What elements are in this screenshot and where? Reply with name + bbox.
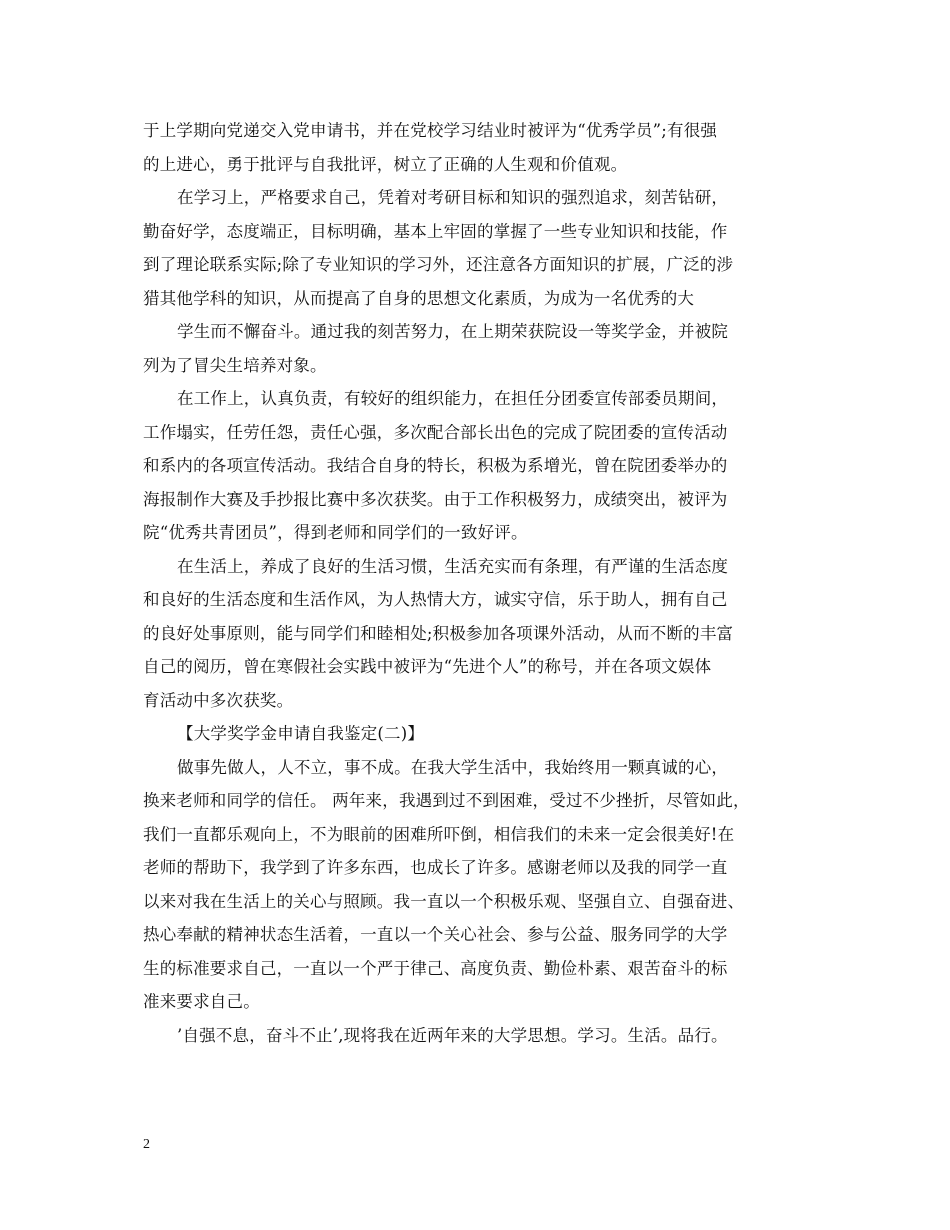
text-line: 在生活上，养成了良好的生活习惯，生活充实而有条理，有严谨的生活态度 (177, 556, 729, 576)
text-line: 的上进心，勇于批评与自我批评，树立了正确的人生观和价值观。 (143, 154, 628, 174)
text-line: 在工作上，认真负责，有较好的组织能力，在担任分团委宣传部委员期间， (177, 389, 729, 408)
text-line: 列为了冒尖生培养对象。 (143, 355, 327, 375)
text-line: 和系内的各项宣传活动。我结合自身的特长，积极为系增光，曾在院团委举办的 (143, 456, 728, 475)
text-line: 于上学期向党递交入党申请书，并在党校学习结业时被评为“优秀学员”;有很强 (143, 121, 718, 140)
text-line: 【大学奖学金申请自我鉴定(二)】 (177, 724, 425, 743)
text-line: 老师的帮助下，我学到了许多东西，也成长了许多。感谢老师以及我的同学一直 (143, 858, 728, 877)
text-line: 做事先做人，人不立，事不成。在我大学生活中，我始终用一颗真诚的心， (177, 757, 729, 777)
text-line: 到了理论联系实际;除了专业知识的学习外，还注意各方面知识的扩展，广泛的涉 (143, 255, 734, 274)
text-line: 学生而不懈奋斗。通过我的刻苦努力，在上期荣获院设一等奖学金，并被院 (177, 322, 729, 341)
text-line: 以来对我在生活上的关心与照顾。我一直以一个积极乐观、坚强自立、自强奋进、 (143, 891, 745, 911)
text-line: 换来老师和同学的信任。 两年来，我遇到过不到困难，受过不少挫折，尽管如此， (143, 791, 750, 810)
text-line: 准来要求自己。 (143, 992, 260, 1011)
text-line: 院“优秀共青团员”，得到老师和同学们的一致好评。 (143, 523, 528, 542)
text-line: 生的标准要求自己，一直以一个严于律己、高度负责、勤俭朴素、艰苦奋斗的标 (143, 958, 728, 978)
text-line: 海报制作大赛及手抄报比赛中多次获奖。由于工作积极努力，成绩突出，被评为 (143, 489, 728, 509)
text-line: 热心奉献的精神状态生活着，一直以一个关心社会、参与公益、服务同学的大学 (143, 925, 728, 944)
text-line: 和良好的生活态度和生活作风，为人热情大方，诚实守信，乐于助人，拥有自己 (143, 590, 728, 609)
text-line: 在学习上，严格要求自己，凭着对考研目标和知识的强烈追求，刻苦钻研， (177, 188, 729, 207)
text-line: 我们一直都乐观向上，不为眼前的困难所吓倒，相信我们的未来一定会很美好!在 (143, 824, 735, 844)
text-line: 自己的阅历，曾在寒假社会实践中被评为“先进个人”的称号，并在各项文娱体 (143, 657, 712, 676)
text-line: 猎其他学科的知识，从而提高了自身的思想文化素质，为成为一名优秀的大 (143, 288, 695, 308)
text-line: ’自强不息，奋斗不止’,现将我在近两年来的大学思想。学习。生活。品行。 (177, 1025, 728, 1045)
document-body (143, 114, 823, 1052)
text-line: 的良好处事原则，能与同学们和睦相处;积极参加各项课外活动，从而不断的丰富 (143, 623, 734, 643)
text-line: 育活动中多次获奖。 (143, 690, 294, 710)
text-line: 勤奋好学，态度端正，目标明确，基本上牢固的掌握了一些专业知识和技能，作 (143, 221, 728, 241)
text-line: 工作塌实，任劳任怨，责任心强，多次配合部长出色的完成了院团委的宣传活动 (143, 422, 728, 442)
page-number: 2 (143, 1137, 150, 1152)
